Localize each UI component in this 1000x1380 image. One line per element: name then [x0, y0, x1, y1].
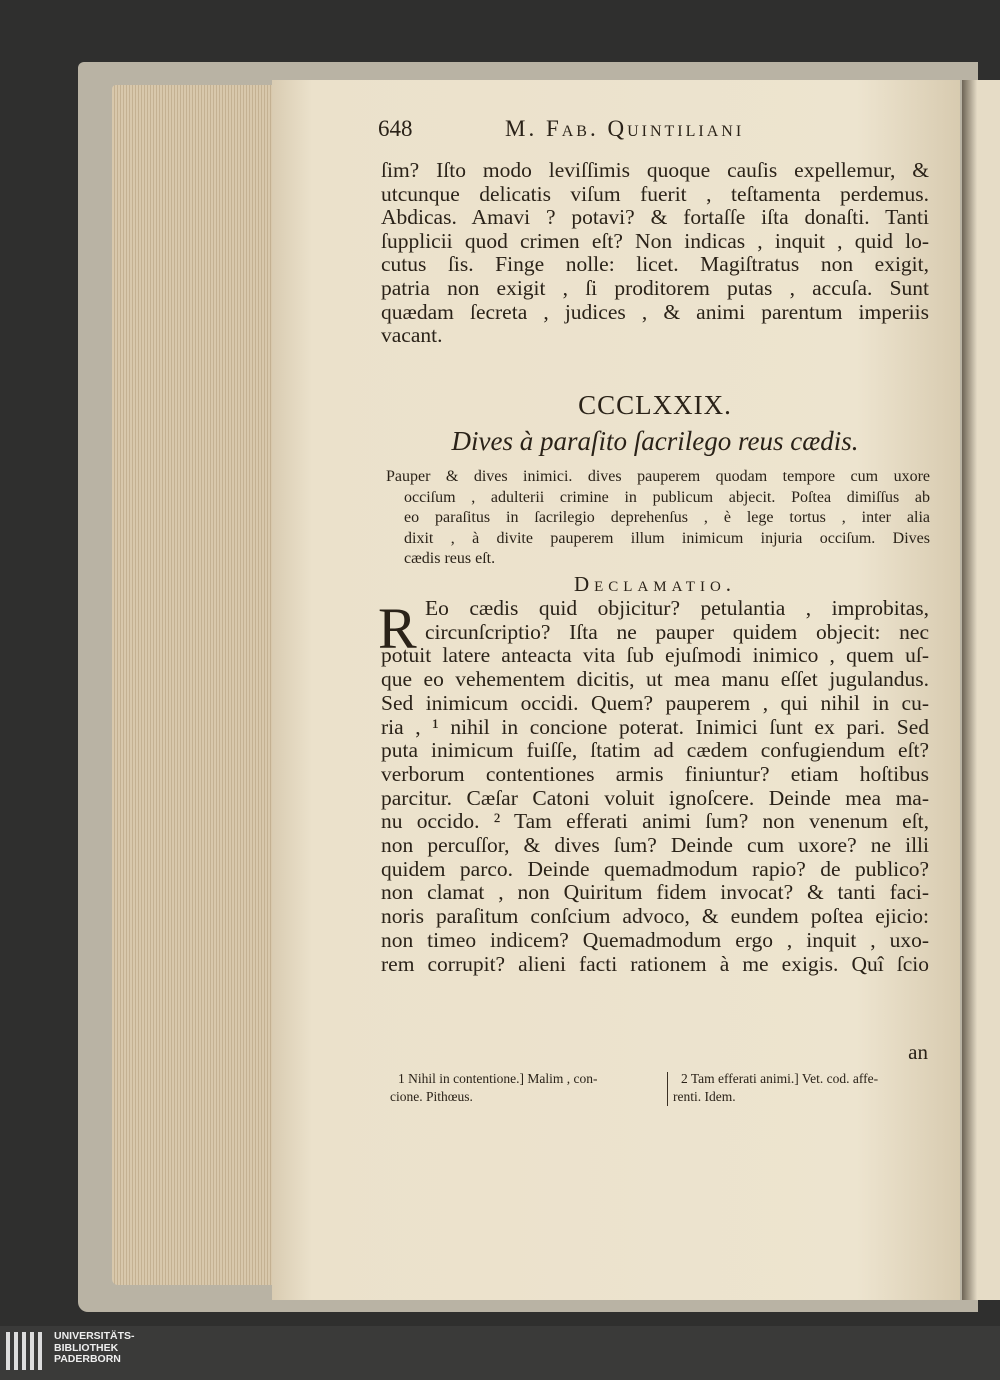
footnote-right [673, 1070, 935, 1106]
logo-line: BIBLIOTHEK [54, 1341, 119, 1354]
text-line: rem corrupit? alieni facti rationem à me exigis. Quî ſcio [381, 951, 929, 976]
declamatio-heading: Declamatio. [573, 572, 737, 596]
facing-page-edge [962, 80, 1000, 1300]
text-line: verborum contentiones armis finiuntur? etiam hoſtibus [381, 761, 929, 786]
text-line: quædam ſecreta , judices , & animi parentum imperiis [381, 299, 929, 324]
logo-line: PADERBORN [54, 1353, 121, 1365]
text-line: non clamat , non Quiritum fidem invocat? & tanti faci- [381, 880, 929, 905]
footnote-line: 1 Nihil in contentione.] Malim , con- [398, 1071, 598, 1086]
text-line: Eo cædis quid objicitur? petulantia , improbitas, [425, 596, 929, 620]
section-number: CCCLXXIX. [578, 390, 732, 420]
footnote-divider [667, 1072, 668, 1106]
footnote-line: 2 Tam efferati animi.] Vet. cod. affe- [681, 1071, 879, 1086]
footnote-line: renti. Idem. [673, 1089, 736, 1104]
text-line: non percuſſor, & dives ſum? Deinde cum uxore? ne illi [381, 833, 929, 857]
text-line: non timeo indicem? Quemadmodum ergo , inquit , uxo- [381, 927, 929, 952]
logo-line: UNIVERSITÄTS- [54, 1330, 135, 1342]
text-line: vacant. [381, 323, 443, 348]
text-line: occiſum , adulterii crimine in publicum abjecit. Poſtea dimiſſus ab [404, 488, 930, 506]
text-line: que eo vehementem dicitis, ut mea manu eſſet jugulandus. [381, 667, 929, 692]
catchword: an [908, 1040, 928, 1064]
text-line: cutus ſis. Finge nolle: licet. Magiſtratus non exigit, [381, 252, 929, 277]
footnote-left [390, 1070, 660, 1106]
argument-block [386, 467, 930, 570]
section-title: Dives à paraſito ſacrilego reus cædis. [451, 426, 859, 456]
text-line: ſim? Iſto modo leviſſimis quoque cauſis expellemur, & [381, 158, 929, 182]
text-line: potuit latere anteacta vita ſub ejuſmodi inimico , quem uſ- [381, 643, 929, 668]
text-line: Sed inimicum occidi. Quem? pauperem , qui nihil in cu- [381, 690, 929, 715]
page-edges [112, 85, 280, 1285]
text-line: parcitur. Cæſar Catoni voluit ignoſcere. Deinde mea ma- [381, 785, 929, 810]
logo-mark-icon [6, 1332, 46, 1375]
text-line: Pauper & dives inimici. dives pauperem quodam tempore cum uxore [386, 468, 930, 485]
library-logo-text [54, 1331, 135, 1366]
text-line: cædis reus eſt. [404, 550, 496, 567]
text-line: puta inimicum fuiſſe, ſtatim ad cædem confugiendum eſt? [381, 738, 929, 763]
text-line: dixit , à divite pauperem illum inimicum injuria occiſum. Dives [404, 529, 930, 547]
page-number: 648 [378, 116, 413, 141]
text-line: Abdicas. Amavi ? potavi? & fortaſſe iſta donaſti. Tanti [381, 205, 929, 230]
running-title: M. Fab. Quintiliani [505, 116, 745, 141]
library-logo-bar [0, 1326, 1000, 1380]
text-line: ria , ¹ nihil in concione poterat. Inimici ſunt ex pari. Sed [381, 714, 929, 739]
drop-cap: R [378, 596, 417, 661]
text-line: eo paraſitus in ſacrilegio deprehenſus , è lege tortus , inter alia [404, 509, 930, 526]
text-line: circunſcriptio? Iſta ne pauper quidem objecit: nec [425, 619, 929, 644]
text-line: patria non exigit , ſi proditorem putas , accuſa. Sunt [381, 276, 929, 300]
text-line: utcunque delicatis viſum fuerit , teſtamenta perdemus. [381, 181, 929, 206]
text-line: quidem parco. Deinde quemadmodum rapio? de publico? [381, 856, 929, 881]
footnote-line: cione. Pithœus. [390, 1089, 473, 1104]
text-line: nu occido. ² Tam efferati animi ſum? non venenum eſt, [381, 809, 929, 834]
text-line: ſupplicii quod crimen eſt? Non indicas , inquit , quid lo- [381, 228, 929, 253]
text-line: noris paraſitum conſcium advoco, & eundem poſtea ejicio: [381, 904, 929, 929]
